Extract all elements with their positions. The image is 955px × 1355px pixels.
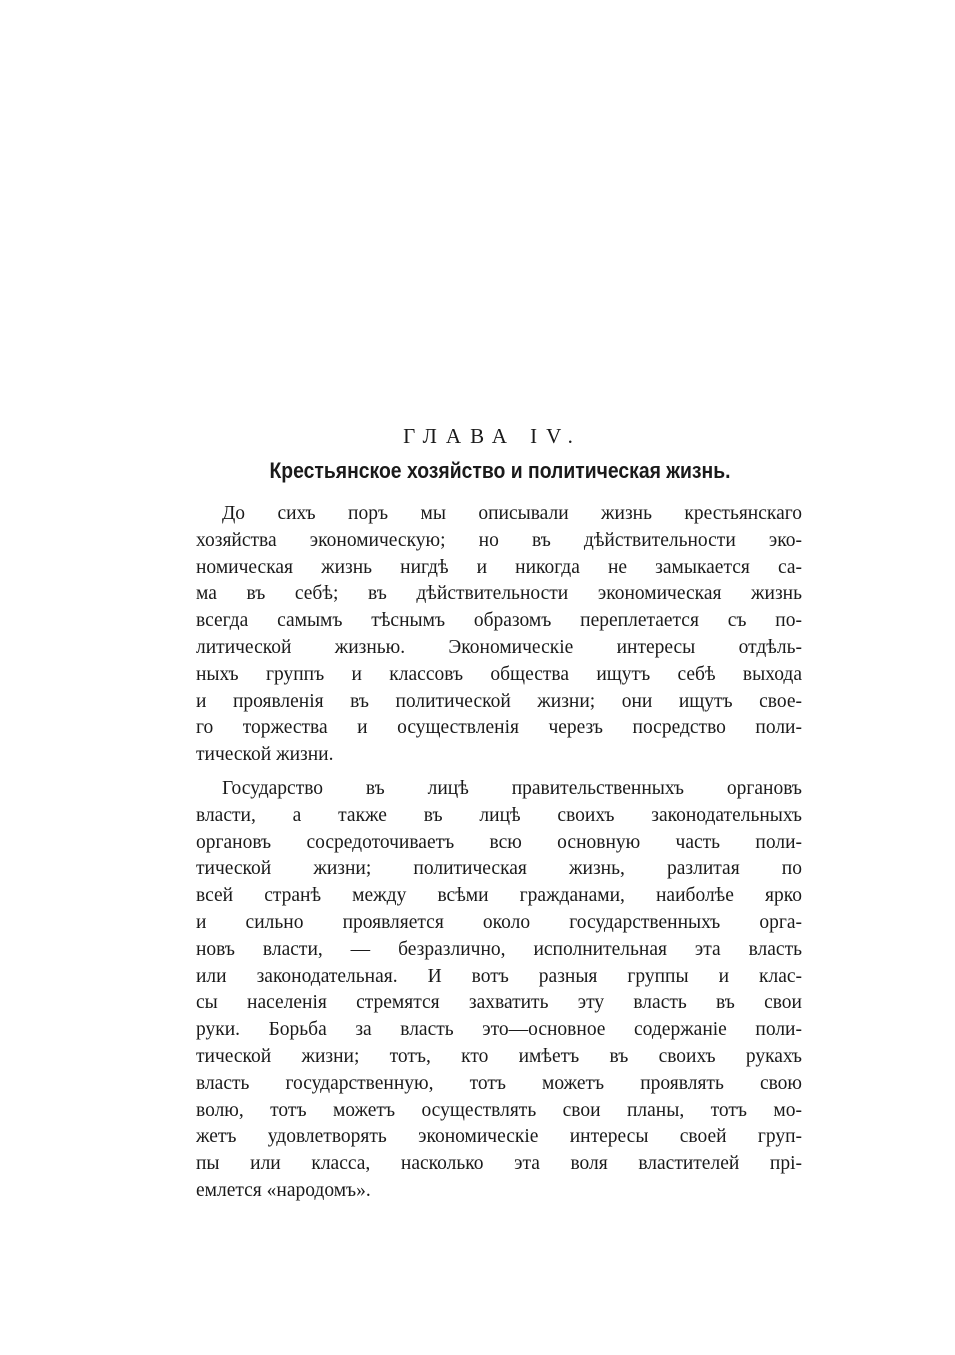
- text-line: ма въ себѣ; въ дѣйствительности экономическая жизнь: [196, 583, 802, 605]
- text-line: жетъ удовлетворять экономическіе интересы своей груп-: [196, 1126, 802, 1148]
- text-line: До сихъ поръ мы описывали жизнь крестьянскаго: [222, 503, 802, 524]
- text-line: Государство въ лицѣ правительственныхъ органовъ: [222, 778, 802, 799]
- paragraph-2: [196, 776, 802, 1205]
- text-line: и сильно проявляется около государственныхъ орга-: [196, 911, 802, 933]
- text-line: органовъ сосредоточиваетъ всю основную часть поли-: [196, 831, 802, 853]
- text-line: всей странѣ между всѣми гражданами, наиболѣе ярко: [196, 885, 802, 907]
- text-line: новъ власти, — безразлично, исполнительная эта власть: [196, 938, 802, 960]
- text-line: номическая жизнь нигдѣ и никогда не замыкается са-: [196, 556, 802, 578]
- text-line: тической жизни; политическая жизнь, разлитая по: [196, 858, 802, 880]
- text-line: го торжества и осуществленія черезъ посредство поли-: [196, 717, 802, 739]
- text-line: власть государственную, тотъ можетъ проявлять свою: [196, 1072, 802, 1094]
- chapter-title: Крестьянское хозяйство и политическая жизнь.: [269, 458, 731, 483]
- text-line: тической жизни.: [196, 744, 334, 766]
- text-line: власти, а также въ лицѣ своихъ законодательныхъ: [196, 804, 802, 826]
- text-line: пы или класса, насколько эта воля властителей прі-: [196, 1153, 802, 1175]
- text-line: сы населенія стремятся захватить эту власть въ свои: [196, 992, 802, 1014]
- chapter-heading: ГЛАВА IV.: [403, 424, 582, 448]
- text-line: и проявленія въ политической жизни; они ищутъ свое-: [196, 690, 802, 712]
- paragraph-1: [196, 501, 802, 769]
- text-line: ныхъ группъ и классовъ общества ищутъ себѣ выхода: [196, 663, 802, 685]
- text-line: всегда самымъ тѣснымъ образомъ переплетается съ по-: [196, 610, 802, 632]
- text-line: или законодательная. И вотъ разныя группы и клас-: [196, 965, 802, 987]
- text-line: руки. Борьба за власть это—основное содержаніе поли-: [196, 1019, 802, 1041]
- text-line: волю, тотъ можетъ осуществлять свои планы, тотъ мо-: [196, 1099, 802, 1121]
- text-line: хозяйства экономическую; но въ дѣйствительности эко-: [196, 529, 802, 551]
- text-line: емлется «народомъ».: [196, 1179, 371, 1201]
- text-line: тической жизни; тотъ, кто имѣетъ въ своихъ рукахъ: [196, 1045, 802, 1067]
- text-line: литической жизнью. Экономическіе интересы отдѣль-: [196, 636, 802, 658]
